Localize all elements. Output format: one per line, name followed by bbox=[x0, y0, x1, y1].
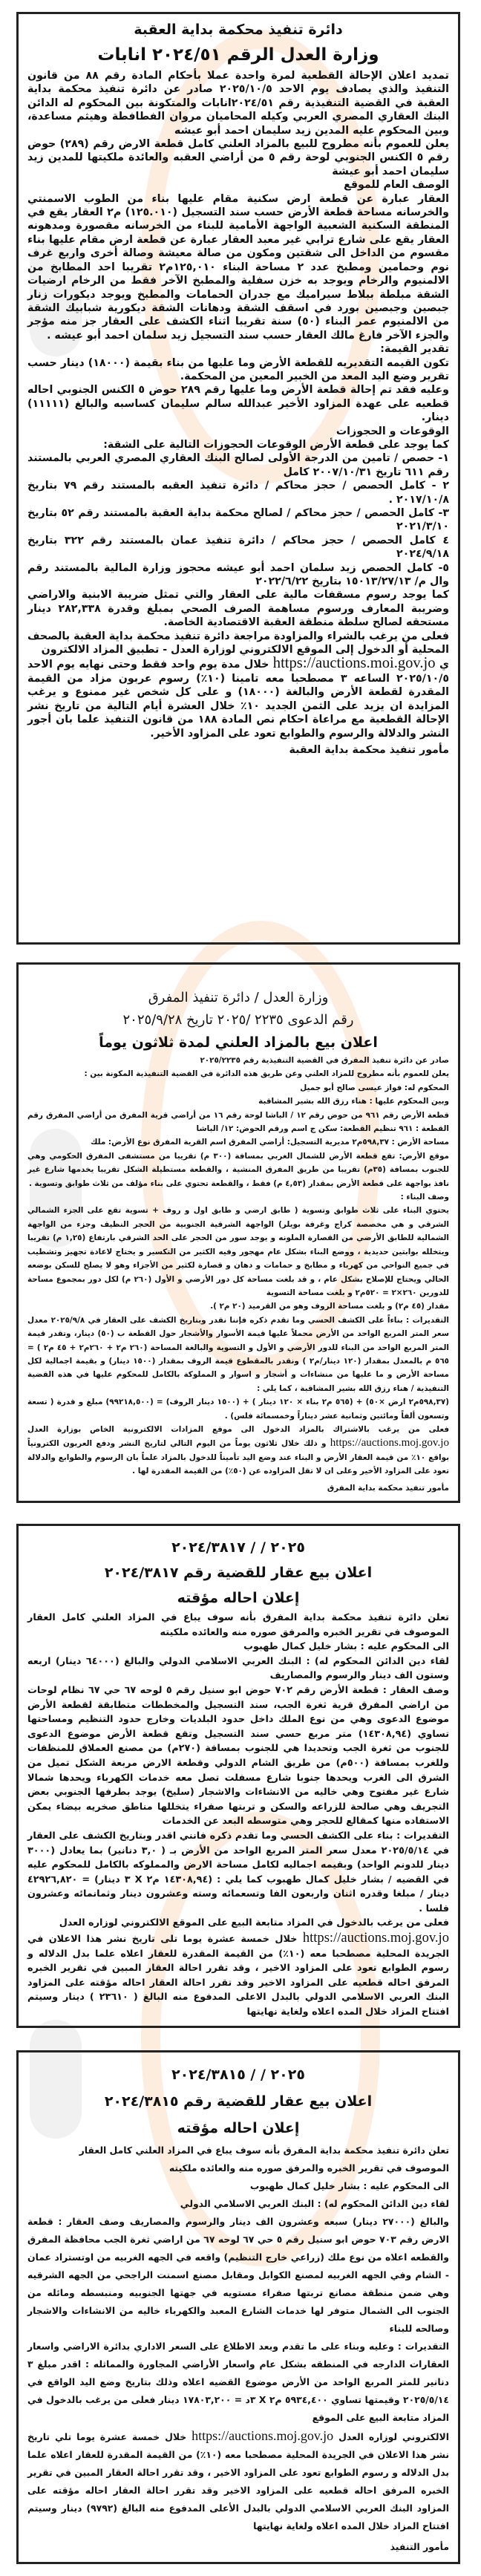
notice-body bbox=[27, 1054, 449, 1423]
notice-body bbox=[27, 1611, 449, 1931]
notice-signature: مأمور تنفيذ محكمة بداية المفرق bbox=[327, 1483, 449, 1493]
notice-paragraph: تعلن دائرة تنفيذ محكمة بداية المفرق بأنه سوف يباع في المزاد العلني كامل العقار bbox=[79, 2144, 449, 2156]
notice-signature: مأمور تنفيذ محكمة بداية العقبة bbox=[289, 743, 449, 756]
notice-paragraph: ٢ - كامل الحصص / حجز محاكم / دائرة تنفيذ العقبه بالمستند رقم ٧٩ بتاريخ ٢٠١٧/١٠/٨ . bbox=[27, 480, 449, 506]
notice-paragraph: قطعة الأرض رقم ٩٦١ من حوض رقم ١٢ / الباشا لوحة رقم ١٦ من أراضي قرية المفرق من أراضي المفرق رقم القطعة : ٩٦١ تنظيم القطعة: سكن ج اسم ورقم الحوض: ١٢/ الباشا bbox=[27, 1110, 450, 1134]
notice-body bbox=[27, 69, 449, 656]
notice-case-number: ٢٠٢٥ / / ٢٠٢٤/٣٨١٧ bbox=[171, 1539, 305, 1556]
notice-subtitle: وزارة العدل الرقم ٢٠٢٤/٥١ انابات bbox=[97, 45, 379, 65]
notice-paragraph: ١- حصص / تامين من الدرجة الأولى لصالح البنك العقاري المصري العربي بالمستند رقم ٦١١ تاريخ ٢٠٠٧/١٠/٣١ كامل bbox=[27, 452, 449, 478]
notice-case-3815 bbox=[16, 2050, 460, 2564]
notice-body bbox=[27, 2142, 449, 2427]
notice-paragraph: تقدير القيمة: bbox=[380, 343, 449, 356]
notice-paragraph: ٥- كامل الحصص زيد سلمان احمد أبو عيشه محجوز وزارة المالية بالمستند رقم وال م/ ١٥٠١٣/٢٧/١٣ بتاريخ ٢٠٢٢/٦/٢٢ bbox=[27, 561, 449, 588]
notice-paragraph: فعلى من يرغب بالدخول في المزاد متابعة البيع على الموقع الالكتروني لوزاره العدل bbox=[59, 1917, 449, 1929]
notice-paragraph: (٥٩٨,٣٧م٢ ارض ×٥٠) + (٥٦٥ م٢ بناء × ١٢٠ دينار ) + (١٥٠٠ دينار الروف) = (٩٩٢١٨,٥٠٠) مبلغ و قدرة ( تسعة وتسعون ألفاً ومائتين وثمانية عشر ديناراً وخمسمائة فلس) . bbox=[27, 1398, 449, 1421]
notice-title: اعلان بيع عقار للقضية رقم ٢٠٢٤/٣٨١٥ bbox=[104, 2093, 373, 2110]
notice-paragraph: الوقوعات و الحجوزات bbox=[336, 425, 449, 437]
notice-paragraph: الى المحكوم عليه : بشار خليل كمال طهبوب bbox=[243, 1641, 449, 1653]
notice-paragraph: تمديد اعلان الإحالة القطعية لمرة واحدة عملا بأحكام المادة رقم ٨٨ من قانون التنفيذ والذي يصادف يوم الاحد ٢٠٢٥/١٠/٥ صادر عن دائرة تنفيذ محكمة بداية العقبة في القضية التنفيذية رقم ٢٠٢٤/٥١انابات والمتكونة بين المحكوم له الدائن البنك العقاري المصري العربي وكيله المحاميان مروان الفطافطة وهيثم مساعدة، وبين المحكوم عليه المدين زيد سليمان احمد أبو عيشه bbox=[27, 70, 449, 137]
notice-paragraph: يعلن للعموم بأنه مطروح للبيع بالمزاد العلني كامل قطعة الارض رقم (٢٨٩) حوض رقم ٥ الكنس الجنوبي لوحة رقم ٥ من أراضي العقبه والعائدة ملكيتها للمدين زيد سليمان احمد أبو عيشة bbox=[27, 138, 450, 177]
notice-url-paragraph: فعلى من يرغب بالاشتراك بالمزاد الدخول الى موقع المزادات الالكترونية الخاص بوزارة العدل https://auctions.moj.gov.jo و ذلك خلال ثلاثون يوماً من اليوم التالي لتاريخ النشر ودفع العربون الكترونياً بواقع ١٠٪ من قيمة العقار الأرض و البناء عند وضع اليد تأميناً للدخول بالمزاد علماً بان الرسوم والطوابع والدلالة تعود على المزاود الأخير وعلى ان لا تقل المزاوده عن (٥٠٪) من القيمة المقدرة لها . bbox=[27, 1424, 449, 1476]
notice-url-paragraph: https://auctions.moj.gov.jo خلال خمسة عشرة يوما تلى تاريخ نشر هذا الاعلان في الجريدة المحلية مصطحبا معه (١٠٪) من القيمة المقدرة للعقار اعلاه علما بدل الدلاله و رسوم الطوابع تعود على المزاود الاخير ، وقد تقرر احالة العقار المبين في تقرير الخبره المرفق احاله قطعيه على المزاود الاخير وقد تقرر احالة العقار احاله مؤقته على المزاود البنك العربي الاسلامي الدولي بالبدل الاعلى المدفوع منه البالغ ( ٢٣٦١٠ ) دينار وسيتم افتتاح المزاد خلال المده اعلاه ولغاية نهايتها bbox=[27, 1930, 449, 2018]
notice-paragraph: العقار عبارة عن قطعة ارض سكنية مقام عليها بناء من الطوب الاسمنتي والخرسانه مساحة قطعة الأرض حسب سند التسجيل (١٢٥.٠١٠) م٢ العقار يقع في المنطقة السكنية الشعبية الواجهة الأمامية للبناء من الخرسانه مقصورة ومدهونه العقار يقع على شارع ترابي غير معبد العقار عبارة عن قطعة ارض مقام عليها بناء مقسوم من الداخل الى شقتين ومكون من صالة معيشة وصالة أخرى واربع غرف نوم وحمامين ومطبخ عدد ٢ مساحة البناء ١٢٥,٠١٠م٢ تقريبا احد المطابخ من الالمنيوم والرخام ويوجد به خزن سفلية والمطبخ الآخر فقط من الرخام ارضيات الشقة مبلطة ببلاط سيراميك مع جدران الحمامات والمطبخ ويوجد ديكورات زنار جبصين وجبصين بورد في اسقف الشقة ودهانات الشقة ديكورية شبابيك الشقة من الالمنيوم عمر البناء (٥٠) سنة تقريبا اثناء الكشف على العقار جز منه مؤجر والجزء الآخر فارغ مالك العقار حسب سند التسجيل زيد سلمان احمد أبو عيشه . bbox=[27, 192, 449, 342]
notice-paragraph: التقديرات : بناءاً على الكشف الحسي وما تقدم ذكره فإننا نقدر وبتاريخ الكشف على العقار في ٢٠٢٥/٩/٨ معدل سعر المتر المربع الواحد من الأرض محملاً عليها قيمة الأسوار والأشجار حول القطعة ب (٥٠) دينار، وتقدر قيمة المتر المربع الواحد من البناء للدور الأرضي و الأول و التسوية والبالغة المساحة (٢٦٠ م٢ + ٢٦٠م٢ + ٤٥ م٢ ) = ٥٦٥ م بالمعدل بمقدار (١٢٠ دينار/م٢ ) ونقدر بالمقطوع قيمة الروف بمقدار (١٥٠٠ دينار) و بقيمة اجمالية لكل مساحة الأرض و ما عليها من منشاءات و أشجار و اسوار و المملوكة بالكامل للمحكوم عليها في هذه القضية التنفيذية / هناء رزق الله بشير المشاقبة ، كما يلي : bbox=[27, 1315, 450, 1393]
notice-title: اعلان بيع عقار للقضية رقم ٢٠٢٤/٣٨١٧ bbox=[104, 1565, 373, 1581]
notice-paragraph: فعلى من يرغب بالشراء والمزاودة مراجعة دائرة تنفيذ محكمة بداية العقبة بالصحف المحلية أو الدخول إلى الموقع الالكتروني لوزارة العدل - تطبيق المزاد الالكترون bbox=[27, 630, 449, 656]
notice-paragraph: ٣- كامل الحصص / حجز محاكم / لصالح محكمة بداية العقبة بالمستند رقم ٥٢ بتاريخ ٢٠٢١/٣/١٠ bbox=[27, 507, 449, 533]
notice-paragraph: لقاء دين الدائن المحكوم له) : البنك العربي الاسلامي الدولي bbox=[180, 2197, 449, 2209]
notice-paragraph: وبين المحكوم عليها : هناء رزق الله بشير المشاقبة bbox=[258, 1097, 449, 1106]
notice-paragraph: موقع الأرض: تقع قطعة الأرض للشمال الغربي بمسافة (٣٠٠ م) تقريبا من مستشفى المفرق الحكومي وهي للجنوب بمسافة (٣٥م) تقريبا من طريق المفرق المنشية ، والقطعة مستطيلة الشكل تقريبا يخدمها شارع غير نافذ بواجهة على قطعة الأرض بمقدار (٤,٥٣ م) فقط ، والقطعة تحتوي على بناء مؤلف من ثلاث طوابق وتسوية . bbox=[27, 1151, 450, 1188]
notice-paragraph: وعليه فقد تم إحالة قطعة الأرض وما عليها رقم ٢٨٩ حوض ٥ الكنس الجنوبي احاله قطعيه على عهدة المزاود الأخير عبدالله سالم سليمان كساسبه والبالغ (١١١١١) دينار. bbox=[27, 384, 449, 424]
notice-paragraph: مقدار (٤٥ م٢) و بلغت مساحة الروف وهو من القرميد (٢٠ م٢ ). bbox=[210, 1302, 449, 1311]
notice-paragraph: تعلن دائرة تنفيذ محكمة بداية المفرق بأنه سوف يباع في المزاد العلني كامل العقار الموصوف في تقرير الخبره والمرفق صوره منه والعائده ملكيته bbox=[27, 1612, 449, 1638]
notice-paragraph: وصف البناء : bbox=[400, 1193, 449, 1202]
notice-paragraph: والبالغ (٢٧٠٠٠ دينار) سبعه وعشرون الف دينار والرسوم والمصاريف وصف العقار : قطعة الارض رقم ٧٠٣ حوض ابو سنيل رقم ٥ حي ٦٧ لوحه ٦٧ من اراضي ثغرة الجب محافظة المفرق والقطعه اعلاه من نوع ملك (زراعي خارج التنظيم) واقعه في الجهه الغربيه من اوتستراد عمان - الشام وفي الجهه الغربيه لمصنع الكوابل ومقابل مصنع اسمنت الراجحي من الجهه الشرقيه وهي ضمن منطقة مصانع تربتها صفراء مستويه في جهتها الجنوبيه ومنبسطه ومائله من الجنوب الى الشمال متوفر لها خدمات الشارع المعبد والكهرباء خاليه من الانشاءات والاشجار وصالحه للبناء bbox=[27, 2215, 449, 2334]
notice-subtitle: إعلان احاله مؤقته bbox=[177, 1590, 300, 1606]
notice-title: دائرة تنفيذ محكمة بداية العقبة bbox=[134, 22, 343, 38]
auction-link[interactable]: https://auctions.moj.gov.jo bbox=[330, 1437, 449, 1450]
notice-paragraph: مساحة الأرض : ٥٩٨,٣٧م٢ مديرية التسجيل: أراضي المفرق اسم القرية المفرق نوع الأرض: ملك bbox=[90, 1138, 449, 1147]
notice-paragraph: وصف العقار : قطعة الأرض رقم ٧٠٢ حوض ابو سنيل رقم ٥ لوحه ٦٧ حي ٦٧ نظام لوحات من اراضي المفرق قرية ثغرة الجب، سند التسجيل والمخططات متطابقة لقطعة الأرض موضوع الدعوى وهي من نوع الملك داخل حدود البلديات وخارج حدود التنظيم ومساحتها تساوي (١٤٣٠٨,٩٤) متر مربع حسي سند التسجيل وتقع قطعة الأرض موضوع الدعوى للجنوب من ثغرة الجب وتحديدا هي للجنوب بمسافة (٢٧٠م) من مصنع العملاق للمنظفات وللغرب بمسافة (٥٠٠م) من طريق الشام الدولي وقطعة الارض مربعة الشكل تميل من الشرق الى الغرب ويحدها جنوبا شارع مسفلت تصل معه خدمات الكهرباء ويحدها شمالا شارع غير مفتوح وهي خاليه من الانشاءات والاشجار (سليخ) يوجد بطرفها الجنوبي بعض التجريف وهي صالحة للزراعه والسكن و تربتها صفراء يتخللها مناطق صخريه بيضاء يمكن الاستفاده منها كمقالع للحجر وهي متوسطه البعد عن الخدمات bbox=[27, 1684, 450, 1827]
notice-paragraph: صادر عن دائرة تنفيذ المفرق في القضية التنفيذية رقم ٢٠٢٥/٢٢٣٥ bbox=[200, 1056, 449, 1065]
notice-paragraph: الوصف العام للموقع bbox=[344, 179, 449, 192]
notice-signature: مأمور التنفيذ bbox=[390, 2540, 449, 2552]
auction-link[interactable]: https://auctions.moj.gov.jo bbox=[302, 1930, 449, 1946]
notice-paragraph: التقديرات : بناء على الكشف الحسي وما تقدم ذكره فانني اقدر وبتاريخ الكشف على العقار في ٢٠٢٥/٥/١٤ معدل سعر المتر المربع الواحد من الأرض بـ ( ٣,٠ دنانير) بما يعادل (٣٠٠٠ دينار للدونم الواحد) وبقيمه اجماليه لكامل مساحة الارض والمملوكه بالكامل للمحكوم عليه في القضيه / بشار خليل كمال طهبوب كما يلي : (١٤٣٠٨,٩٤ م٢ X ٣ دينار) = ٤٢٩٢٦,٨٢٠ دينار / مبلغا وقدره اثنان واربعون الفا وتسعمائه وسته وعشرون دينار وثمانمائه وعشرون فلسا . bbox=[27, 1830, 449, 1914]
notice-subtitle: اعلان بيع بالمزاد العلني لمدة ثلاثون يوماً bbox=[99, 1034, 378, 1051]
notice-aqaba-execution bbox=[16, 12, 460, 945]
notice-case-3817 bbox=[16, 1524, 460, 2028]
auction-link[interactable]: https://auctions.moj.gov.jo bbox=[192, 2427, 334, 2443]
notice-paragraph: التقديرات : وعليه وبناء على ما تقدم وبعد الاطلاع على السعر الاداري بدائرة الاراضي واسعار العقارات الدارجه في المنطقه بشكل عام واسعار الأراضي المجاورة والمماثله : اقدر مبلغ ٣ دنانير للمتر المربع الواحد من الأرض موضوع القضيه اعلاه وذلك بتاريخ وضع اليد الواقع في ٢٠٢٥/٥/١٤ وقيمتها تساوي ٥٩٣٤,٤٠٠ م٢ X ٣د = ١٧٨٠٣,٢٠٠ دينار فعلى من يرغب بالدخول في المزاد متابعة البيع على الموقع bbox=[27, 2340, 449, 2423]
notice-mafraq-execution bbox=[16, 962, 460, 1503]
notice-paragraph: كما يوجد على قطعة الأرض الوقوعات الحجوزات التالية على الشقة: bbox=[103, 438, 449, 451]
notice-case-number: رقم الدعوى ٢٢٣٥ /٢٠٢٥ تاريخ ٢٠٢٥/٩/٢٨ bbox=[122, 1012, 354, 1028]
notice-paragraph: يعلن للعموم بأنه مطروح للمزاد العلني وعن طريق هذه الدائرة في القضية التنفيذية المكونة بين : bbox=[84, 1069, 449, 1079]
notice-url-paragraph: ي https://auctions.moi.gov.jo خلال مدة يوم واحد فقط وحتى نهايه يوم الاحد ٢٠٢٥/١٠/٥ الساعه ٣ مصطحبا معه تامينا (١٠٪) رسوم عربون مزاد من القيمة المقدرة لقطعة الأرض والبالغة (١٨٠٠٠) و على كل شخص غير ممنوع و يرغب المزايدة ان يزيد على الثمن الجديد ١٠٪ خلال العشرة أيام التالية من تاريخ نشر الإحالة القطعية مع مراعاة احكام نص المادة ١٨٨ من قانون التنفيذ علما بان أجور النشر والدلالة والرسوم والطوابع تعود على المزاود الأخير. bbox=[27, 655, 449, 740]
notice-paragraph: كما يوجد رسوم مسقفات مالية على العقار والتي تمثل ضريبة الابنية والاراضي وضريبة المعارف ورسوم مساهمة الصرف الصحي بمبلغ وقدرة ٢٨٢,٣٣٨ دينار مستحقه لصالح سلطة منطقة العقبة الاقتصادية الخاصة. bbox=[27, 589, 449, 629]
notice-paragraph: تكون القيمه التقديريه للقطعة الأرض وما عليها من بناء بقيمة (١٨٠٠٠) دينار حسب تقرير وضع اليد المعد من الخبير المعين من المحكمة. bbox=[27, 356, 449, 382]
notice-title: وزارة العدل / دائرة تنفيذ المفرق bbox=[148, 990, 329, 1005]
notice-paragraph: ٤ كامل الحصص / حجز محاكم / دائرة تنفيذ عمان بالمستند رقم ٣٢٢ بتاريخ ٢٠٢٤/٩/١٨ bbox=[27, 534, 449, 561]
notice-paragraph: لقاء دين الدائن المحكوم له) : البنك العربي الاسلامي الدولي والبالغ (٦٤٠٠٠ دينار) اربعه وستون الف دينار والرسوم والمصاريف bbox=[27, 1655, 449, 1682]
notice-paragraph: المحكوم له: فواز عيسى صالح أبو جميل bbox=[300, 1083, 449, 1092]
notice-paragraph: يحتوي البناء على ثلاث طوابق وتسوية ( طابق ارضي و طابق اول و روف + تسوية تقع على الجزء الشمالي الشرقي و هي مخصصة كراج وغرفة بويلر) الواجهة الشرقية الجنوبية من الحجر النظيف وجزء من الواجهة الشمالية للطابق الأرضي من القصارة الملونه و يوجد سور من الحجر على الحد الشرقي بارتفاع (١,٢٥ م) تقريبا ويتخلله بوابتين حديدية ، ووضع البناء بشكل عام مهجور وفيه الكثير من التكسير و يحتاج لاعادة تجهيز وتشطيب في جميع النواحي من كهرباء و مطابخ و حمامات و دهان و قصارة لكثير من الأجزاء وهو لا يصلح للسكن بوضعه الحالي ويحتاج للإصلاح بشكل عام ، و قد بلغت مساحة كل دور الأرضي و الأول (٢٦٠ م) لكل دور بمجموع مساحة للدورين ٢٦٠×٢ = ٥٢٠م٢ و بلغت مساحة التسوية bbox=[27, 1206, 449, 1297]
auction-link[interactable]: https://auctions.moi.gov.jo bbox=[272, 655, 436, 672]
notice-case-number: ٢٠٢٥ / / ٢٠٢٤/٣٨١٥ bbox=[171, 2066, 305, 2083]
notice-subtitle: إعلان احاله مؤقته bbox=[177, 2119, 300, 2136]
notice-url-paragraph: الالكتروني لوزاره العدل https://auctions.moj.gov.jo خلال خمسة عشرة يوما تلي تاريخ نشر هذا الاعلان في الجريدة المحلية مصطحبا معه (١٠٪) من القيمة المقدرة للعقار اعلاه علما بدل الدلاله و رسوم الطوابع تعود على المزاود الاخير ، وقد تقرر احالة العقار المبين في تقرير الخبره المرفق احاله قطعيه على المزاود الاخير وقد تقرر احالة العقار احاله مؤقته على المزاود البنك العربي الاسلامي الدولي بالبدل الأعلى المدفوع منه البالغ (٩٧٩٢) دينار وسيتم افتتاح المزاد خلال المده اعلاه ولغاية نهايتها bbox=[27, 2427, 449, 2531]
notice-paragraph: الموصوف في تقرير الخبره والمرفق صوره منه والعائده ملكيته bbox=[168, 2162, 449, 2174]
notice-paragraph: الى المحكوم عليه : بشار خليل كمال طهبوب bbox=[249, 2179, 449, 2191]
